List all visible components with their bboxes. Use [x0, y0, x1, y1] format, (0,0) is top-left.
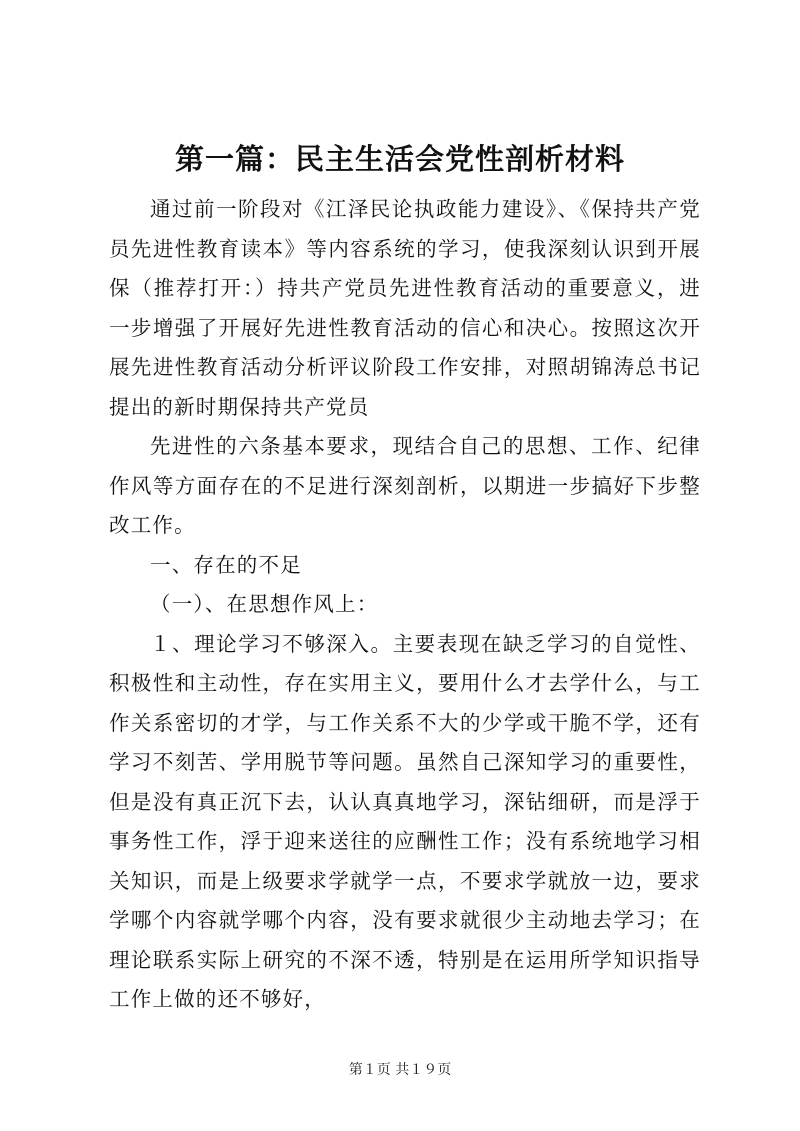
paragraph-2: 先进性的六条基本要求，现结合自己的思想、工作、纪律作风等方面存在的不足进行深刻剖析，以期进一步搞好下步整改工作。 [109, 434, 701, 537]
document-title: 第一篇：民主生活会党性剖析材料 [174, 142, 625, 176]
paragraph-1: 通过前一阶段对《江泽民论执政能力建设》、《保持共产党员先进性教育读本》等内容系统的学习，使我深刻认识到开展保（推荐打开：）持共产党员先进性教育活动的重要意义，进一步增强了开展好先进性教育活动的信心和决心。按照这次开展先进性教育活动分析评议阶段工作安排，对照胡锦涛总书记提出的新时期保持共产党员 [109, 197, 701, 419]
section-heading: 一、存在的不足 [150, 552, 302, 577]
subsection-heading: （一）、在思想作风上： [150, 592, 379, 616]
page-number-footer: 第１页 共１９页 [348, 1062, 452, 1078]
paragraph-3: １、理论学习不够深入。主要表现在缺乏学习的自觉性、积极性和主动性，存在实用主义，要用什么才去学什么，与工作关系密切的才学，与工作关系不大的少学或干脆不学，还有学习不刻苦、学用脱节等问题。虽然自己深知学习的重要性，但是没有真正沉下去，认认真真地学习，深钻细研，而是浮于事务性工作，浮于迎来送往的应酬性工作；没有系统地学习相关知识，而是上级要求学就学一点，不要求学就放一边，要求学哪个内容就学哪个内容，没有要求就很少主动地去学习；在理论联系实际上研究的不深不透，特别是在运用所学知识指导工作上做的还不够好， [109, 631, 701, 1011]
document-body [109, 190, 701, 1020]
